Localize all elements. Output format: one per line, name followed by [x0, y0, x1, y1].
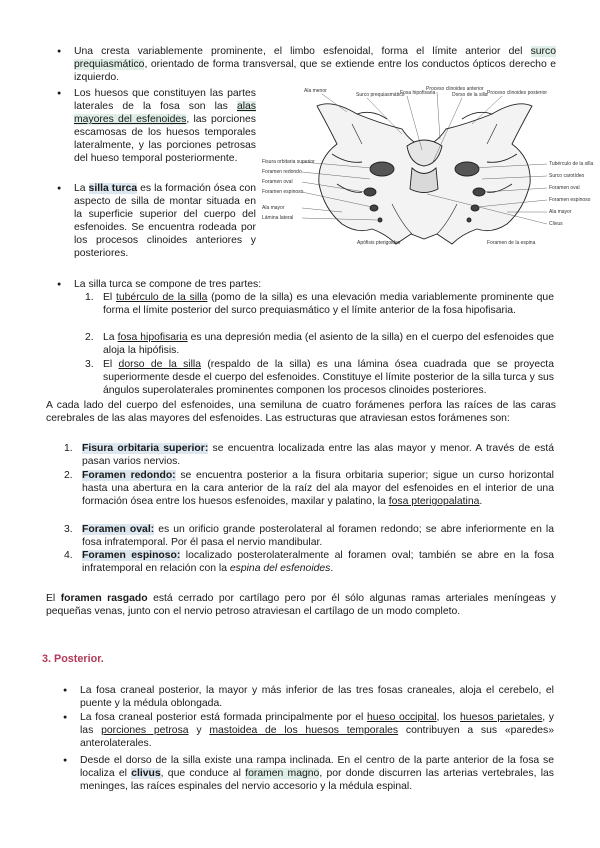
- label-top-6: Proceso clinoides posterior: [487, 90, 548, 96]
- list-number: 3.: [85, 359, 94, 370]
- list-number: 2.: [85, 332, 94, 343]
- text: es una depresión media (el asiento de la silla) en el cuerpo del esfenoides que aloja la hipófisis.: [103, 332, 555, 357]
- highlight-surco-prequiasmatico: surco prequiasmático: [74, 46, 556, 71]
- text: Una cresta variablemente prominente, el limbo esfenoidal, forma el límite anterior del: [74, 46, 531, 57]
- paragraph-foramen-rasgado: [46, 592, 556, 618]
- text: .: [330, 563, 334, 575]
- sphenoid-bone-drawing: [317, 104, 532, 244]
- bullet-fosa-posterior-3: [80, 754, 554, 793]
- text: La fosa craneal posterior, la mayor y más inferior de las tres fosas craneales, aloja el cerebelo, el puente y la médula oblongada.: [80, 685, 554, 710]
- label-right-6: Clivus: [549, 221, 563, 227]
- bullet-fosa-posterior-1: [80, 684, 554, 710]
- label-left-2: Foramen redondo: [262, 169, 302, 175]
- text: es la formación ósea con aspecto de silla de montar situada en la superficie superior del cuerpo del esfenoides. Se encuentra rodeada por los procesos clinoides anteriores y posteriores.: [74, 183, 257, 260]
- text: El: [103, 292, 116, 303]
- label-left-1: Fisura orbitaria superior: [262, 159, 315, 165]
- text: , orientado de forma transversal, que se extiende entre los conductos ópticos derecho e izquierdo.: [74, 59, 556, 84]
- list-number: 1.: [64, 443, 73, 454]
- bold-foramen-oval: Foramen oval:: [82, 524, 155, 535]
- list-number: 2.: [64, 470, 73, 481]
- label-top-4: Proceso clinoides anterior: [426, 86, 484, 92]
- text: Los huesos que constituyen las partes laterales de la fosa son las: [74, 88, 256, 113]
- text: La fosa craneal posterior está formada principalmente por el: [80, 712, 368, 723]
- bullet-silla-turca: [74, 182, 256, 261]
- text: , y las: [80, 712, 554, 737]
- section-heading-posterior: 3. Posterior.: [42, 653, 104, 665]
- label-bottom-1: Apófisis pterigoides: [357, 240, 401, 246]
- text: , las porciones escamosas de los huesos temporales lateralmente, y las porciones petrosas del hueso temporal posteriormente.: [74, 114, 256, 165]
- text: se encuentra localizada entre las alas mayor y menor. A través de está pasan varios nervios.: [82, 443, 554, 468]
- label-right-1: Tubérculo de la silla: [549, 161, 594, 167]
- label-right-4: Foramen espinoso: [549, 197, 591, 203]
- text: (respaldo de la silla) es una lámina ósea cuadrada que se proyecta superiormente desde el cuerpo del esfenoides. Constituye el límite posterior de la silla turca y sus ángulos superolaterales prominentes componen los procesos clinoides posteriores.: [103, 359, 554, 397]
- label-top-1: Ala menor: [304, 88, 327, 94]
- paragraph-cada-lado: [46, 399, 556, 425]
- text: localizado posterolateralmente al foramen oval; también se abre en la fosa infratemporal en relación con la: [82, 550, 554, 575]
- label-left-4: Foramen espinoso: [262, 189, 304, 195]
- list-item-tuberculo: [85, 291, 554, 317]
- list-item-foramen-redondo: [64, 469, 554, 508]
- list-item-fisura-orbitaria: [64, 442, 554, 468]
- text: La silla turca se compone de tres partes:: [74, 279, 262, 290]
- underline-fosa-pterigopalatina: fosa pterigopalatina: [388, 496, 480, 508]
- text: se encuentra posterior a la fisura orbitaria superior; sigue un curso horizontal hasta una abertura en la cara anterior de la raíz del ala mayor del esfenoides en el interior de una formación ósea entre los huesos esfenoides, maxilar y palatino, la: [82, 470, 554, 508]
- bullet-fosa-posterior-2: [80, 711, 554, 750]
- underline-dorso-silla: dorso de la silla: [118, 359, 202, 370]
- bold-foramen-espinoso: Foramen espinoso:: [82, 550, 181, 561]
- bullet-alas-mayores: [74, 87, 256, 166]
- bullet-limbo-esfenoidal: [74, 45, 556, 84]
- label-left-3: Foramen oval: [262, 179, 293, 185]
- underline-huesos-parietales: huesos parietales: [460, 712, 543, 723]
- text: contribuyen a sus «paredes» anterolaterales.: [80, 725, 554, 750]
- text: es un orificio grande posterolateral al foramen redondo; se abre inferiormente en la fosa infratemporal. Por él pasa el nervio mandibular.: [82, 524, 554, 549]
- underline-tuberculo: tubérculo de la silla: [115, 292, 208, 303]
- italic-espina-esfenoides: espina del esfenoides: [229, 563, 331, 575]
- text: .: [479, 496, 483, 508]
- label-right-5: Ala mayor: [549, 209, 572, 215]
- bold-fisura-orbitaria: Fisura orbitaria superior:: [82, 443, 209, 454]
- text: está cerrado por cartílago pero por él sólo algunas ramas arteriales meníngeas y pequeñas venas, junto con el nervio petroso atraviesan el cartílago de un modo completo.: [46, 593, 556, 618]
- list-item-foramen-oval: [64, 523, 554, 549]
- underline-alas-mayores: alas mayores del esfenoides: [74, 101, 256, 126]
- highlight-foramen-magno: foramen magno: [245, 768, 320, 780]
- text: La: [74, 183, 89, 194]
- bold-foramen-redondo: Foramen redondo:: [82, 470, 176, 481]
- label-right-3: Foramen oval: [549, 185, 580, 191]
- list-item-fosa-hipofisaria: [85, 331, 555, 357]
- bullet-silla-partes: [74, 278, 554, 291]
- text: , que conduce al: [160, 768, 246, 780]
- bold-silla-turca: silla turca: [88, 183, 138, 194]
- bold-clivus: clivus: [131, 768, 161, 780]
- underline-hueso-occipital: hueso occipital: [367, 712, 437, 723]
- label-top-2: Surco prequiasmático: [356, 92, 405, 98]
- underline-mastoidea: mastoidea de los huesos temporales: [209, 725, 399, 737]
- sphenoid-figure: [262, 84, 594, 252]
- text: , por donde discurren las arterias vertebrales, las meninges, las raíces espinales del nervio accesorio y la médula espinal.: [80, 768, 554, 793]
- list-item-foramen-espinoso: [64, 549, 554, 575]
- underline-porciones-petrosa: porciones petrosa: [101, 725, 189, 737]
- underline-fosa-hipofisaria: fosa hipofisaria: [117, 332, 188, 343]
- text: El: [46, 593, 61, 604]
- text: La: [103, 332, 118, 343]
- text: (pomo de la silla) es una elevación media variablemente prominente que forma el límite posterior del surco prequiasmático y el límite anterior de la fosa hipofisaria.: [103, 292, 554, 317]
- text: , los: [436, 712, 461, 723]
- list-item-dorso-silla: [85, 358, 554, 397]
- list-number: 3.: [64, 524, 73, 535]
- list-number: 4.: [64, 550, 73, 561]
- label-top-5: Dorso de la silla: [452, 92, 488, 98]
- label-left-6: Lámina lateral: [262, 215, 294, 221]
- list-number: 1.: [85, 292, 94, 303]
- text: A cada lado del cuerpo del esfenoides, una semiluna de cuatro forámenes perfora las raíces de las caras cerebrales de las alas mayores del esfenoides. Las estructuras que atraviesan estos forámenes son:: [46, 400, 556, 425]
- bold-foramen-rasgado: foramen rasgado: [60, 593, 148, 604]
- text: Desde el dorso de la silla existe una rampa inclinada. En el centro de la parte anterior de la fosa se localiza el: [80, 755, 554, 780]
- text: El: [103, 359, 119, 370]
- label-right-2: Surco carotídeo: [549, 173, 585, 179]
- label-bottom-2: Foramen de la espina: [487, 240, 536, 246]
- label-top-3: Fosa hipofisaria: [400, 90, 436, 96]
- text: y: [188, 725, 210, 737]
- label-left-5: Ala mayor: [262, 205, 285, 211]
